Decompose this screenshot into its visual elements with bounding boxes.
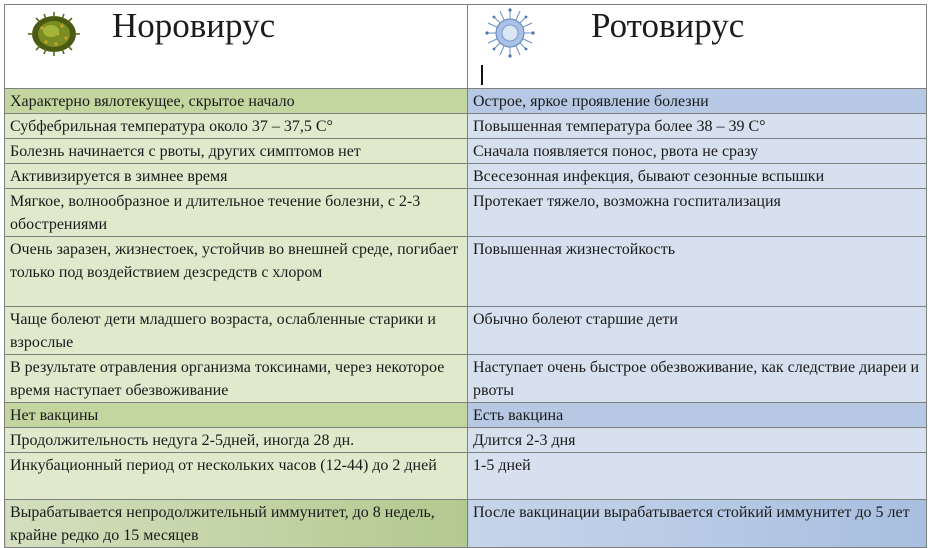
norovirus-cell: Нет вакцины — [5, 403, 468, 428]
norovirus-cell: Мягкое, волнообразное и длительное течение болезни, с 2-3 обострениями — [5, 189, 468, 237]
table-row — [5, 307, 927, 355]
rotavirus-cell: Есть вакцина — [468, 403, 927, 428]
table-row — [5, 139, 927, 164]
table-row — [5, 453, 927, 500]
rotavirus-cell: После вакцинации вырабатывается стойкий иммунитет до 5 лет — [468, 500, 927, 548]
rotavirus-cell: Сначала появляется понос, рвота не сразу — [468, 139, 927, 164]
header-norovirus-cell — [5, 5, 468, 89]
rotavirus-cell: Повышенная жизнестойкость — [468, 237, 927, 307]
table-row — [5, 403, 927, 428]
norovirus-cell: Активизируется в зимнее время — [5, 164, 468, 189]
norovirus-cell: Инкубационный период от нескольких часов (12-44) до 2 дней — [5, 453, 468, 500]
norovirus-particle-icon — [22, 8, 86, 58]
norovirus-cell: Субфебрильная температура около 37 – 37,5 С° — [5, 114, 468, 139]
rotavirus-cell: Острое, яркое проявление болезни — [468, 89, 927, 114]
header-row — [5, 5, 927, 89]
rotavirus-cell: 1-5 дней — [468, 453, 927, 500]
rotavirus-cell: Повышенная температура более 38 – 39 С° — [468, 114, 927, 139]
rotavirus-cell: Всесезонная инфекция, бывают сезонные вспышки — [468, 164, 927, 189]
table-row — [5, 114, 927, 139]
table-row — [5, 237, 927, 307]
header-rotavirus-title: Ротовирус — [591, 6, 745, 45]
table-row — [5, 89, 927, 114]
norovirus-cell: Чаще болеют дети младшего возраста, ослабленные старики и взрослые — [5, 307, 468, 355]
text-cursor — [481, 65, 483, 85]
rotavirus-cell: Длится 2-3 дня — [468, 428, 927, 453]
header-rotavirus-cell — [468, 5, 927, 89]
norovirus-cell: Очень заразен, жизнестоек, устойчив во внешней среде, погибает только под воздействием дезсредств с хлором — [5, 237, 468, 307]
norovirus-cell: В результате отравления организма токсинами, через некоторое время наступает обезвоживание — [5, 355, 468, 403]
table-row — [5, 500, 927, 548]
header-norovirus-title: Норовирус — [112, 6, 276, 45]
table-row — [5, 355, 927, 403]
table-row — [5, 189, 927, 237]
rotavirus-cell: Протекает тяжело, возможна госпитализация — [468, 189, 927, 237]
rotavirus-particle-icon — [482, 7, 538, 61]
norovirus-cell: Вырабатывается непродолжительный иммунитет, до 8 недель, крайне редко до 15 месяцев — [5, 500, 468, 548]
table-row — [5, 164, 927, 189]
table-row — [5, 428, 927, 453]
norovirus-cell: Характерно вялотекущее, скрытое начало — [5, 89, 468, 114]
norovirus-cell: Продолжительность недуга 2-5дней, иногда 28 дн. — [5, 428, 468, 453]
comparison-table — [4, 4, 927, 548]
rotavirus-cell: Наступает очень быстрое обезвоживание, как следствие диареи и рвоты — [468, 355, 927, 403]
rotavirus-cell: Обычно болеют старшие дети — [468, 307, 927, 355]
norovirus-cell: Болезнь начинается с рвоты, других симптомов нет — [5, 139, 468, 164]
